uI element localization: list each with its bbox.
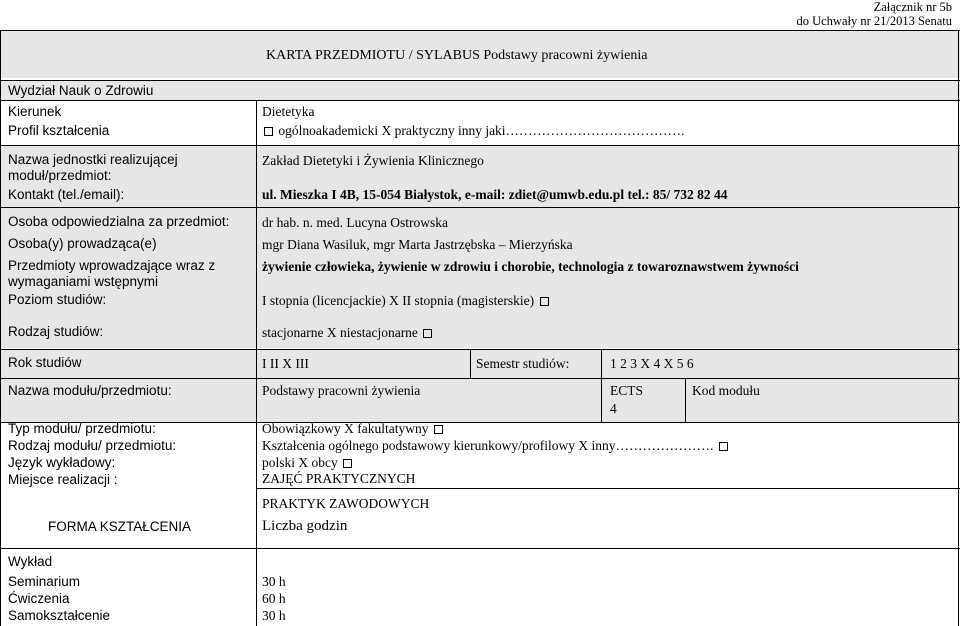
checkbox-icon [434, 425, 443, 434]
kontakt-value: ul. Mieszka I 4B, 15-054 Białystok, e-mail: zdiet@umwb.edu.pl tel.: 85/ 732 82 44 [262, 187, 728, 202]
forma-item-wyklad: Wykład [8, 554, 53, 569]
faculty-label: Wydział Nauk o Zdrowiu [8, 83, 154, 98]
jezyk-label: Język wykładowy: [8, 455, 116, 470]
kierunek-label: Kierunek [8, 104, 62, 119]
przedmioty-label-1: Przedmioty wprowadzające wraz z [8, 258, 216, 273]
rodzaj-modulu-label: Rodzaj modułu/ przedmiotu: [8, 438, 177, 453]
typ-label: Typ modułu/ przedmiotu: [8, 421, 156, 436]
forma-header: FORMA KSZTAŁCENIA [48, 519, 192, 534]
forma-hours-seminarium: 30 h [262, 574, 286, 589]
kontakt-label: Kontakt (tel./email): [8, 187, 125, 202]
checkbox-icon [719, 442, 728, 451]
forma-item-samoksztalcenie: Samokształcenie [8, 608, 111, 623]
rodzaj-modulu-value: Kształcenia ogólnego podstawowy kierunkowy/profilowy X inny…………………. [262, 438, 730, 454]
profil-value: ogólnoakademicki X praktyczny inny jaki…………………………………. [262, 123, 684, 139]
semestr-label: Semestr studiów: [476, 356, 570, 371]
ects-value: 4 [610, 401, 617, 416]
przedmioty-value: żywienie człowieka, żywienie w zdrowiu i chorobie, technologia z towaroznawstwem żywności [262, 259, 799, 274]
osoby-prow-value: mgr Diana Wasiluk, mgr Marta Jastrzębska – Mierzyńska [262, 237, 573, 252]
checkbox-icon [423, 329, 432, 338]
profil-label: Profil kształcenia [8, 123, 110, 138]
semestr-value: 1 2 3 X 4 X 5 6 [610, 356, 694, 371]
kod-modulu-label: Kod modułu [692, 383, 760, 398]
checkbox-icon [540, 297, 549, 306]
nazwa-value: Podstawy pracowni żywienia [262, 383, 421, 398]
nazwa-label: Nazwa modułu/przedmiotu: [8, 383, 172, 398]
jednostka-value: Zakład Dietetyki i Żywienia Klinicznego [262, 153, 484, 168]
rodzaj-studiow-label: Rodzaj studiów: [8, 324, 104, 339]
poziom-value: I stopnia (licencjackie) X II stopnia (magisterskie) [262, 293, 551, 309]
miejsce-label: Miejsce realizacji : [8, 472, 118, 487]
jezyk-value: polski X obcy [262, 455, 354, 471]
typ-value: Obowiązkowy X fakultatywny [262, 421, 445, 437]
jednostka-label-2: moduł/przedmiot: [8, 168, 112, 183]
przedmioty-label-2: wymaganiami wstępnymi [8, 274, 159, 289]
rodzaj-studiow-value: stacjonarne X niestacjonarne [262, 325, 434, 341]
checkbox-icon [264, 127, 273, 136]
attachment-number: Załącznik nr 5b [873, 0, 952, 14]
osoba-odp-value: dr hab. n. med. Lucyna Ostrowska [262, 215, 448, 230]
poziom-label: Poziom studiów: [8, 292, 107, 307]
resolution-reference: do Uchwały nr 21/2013 Senatu [796, 14, 952, 28]
document-title: KARTA PRZEDMIOTU / SYLABUS Podstawy pracowni żywienia [266, 48, 648, 63]
liczba-godzin-header: Liczba godzin [262, 518, 348, 534]
forma-item-seminarium: Seminarium [8, 574, 81, 589]
kierunek-value: Dietetyka [262, 104, 315, 119]
rok-label: Rok studiów [8, 355, 82, 370]
osoby-prow-label: Osoba(y) prowadząca(e) [8, 236, 157, 251]
forma-hours-cwiczenia: 60 h [262, 591, 286, 606]
forma-item-cwiczenia: Ćwiczenia [8, 591, 70, 606]
rok-value: I II X III [262, 356, 309, 371]
ects-label: ECTS [610, 383, 644, 398]
jednostka-label-1: Nazwa jednostki realizującej [8, 152, 178, 167]
miejsce-value-2: PRAKTYK ZAWODOWYCH [262, 496, 430, 511]
osoba-odp-label: Osoba odpowiedzialna za przedmiot: [8, 214, 230, 229]
forma-hours-samoksztalcenie: 30 h [262, 608, 286, 623]
miejsce-value-1: ZAJĘĆ PRAKTYCZNYCH [262, 471, 416, 486]
checkbox-icon [343, 459, 352, 468]
